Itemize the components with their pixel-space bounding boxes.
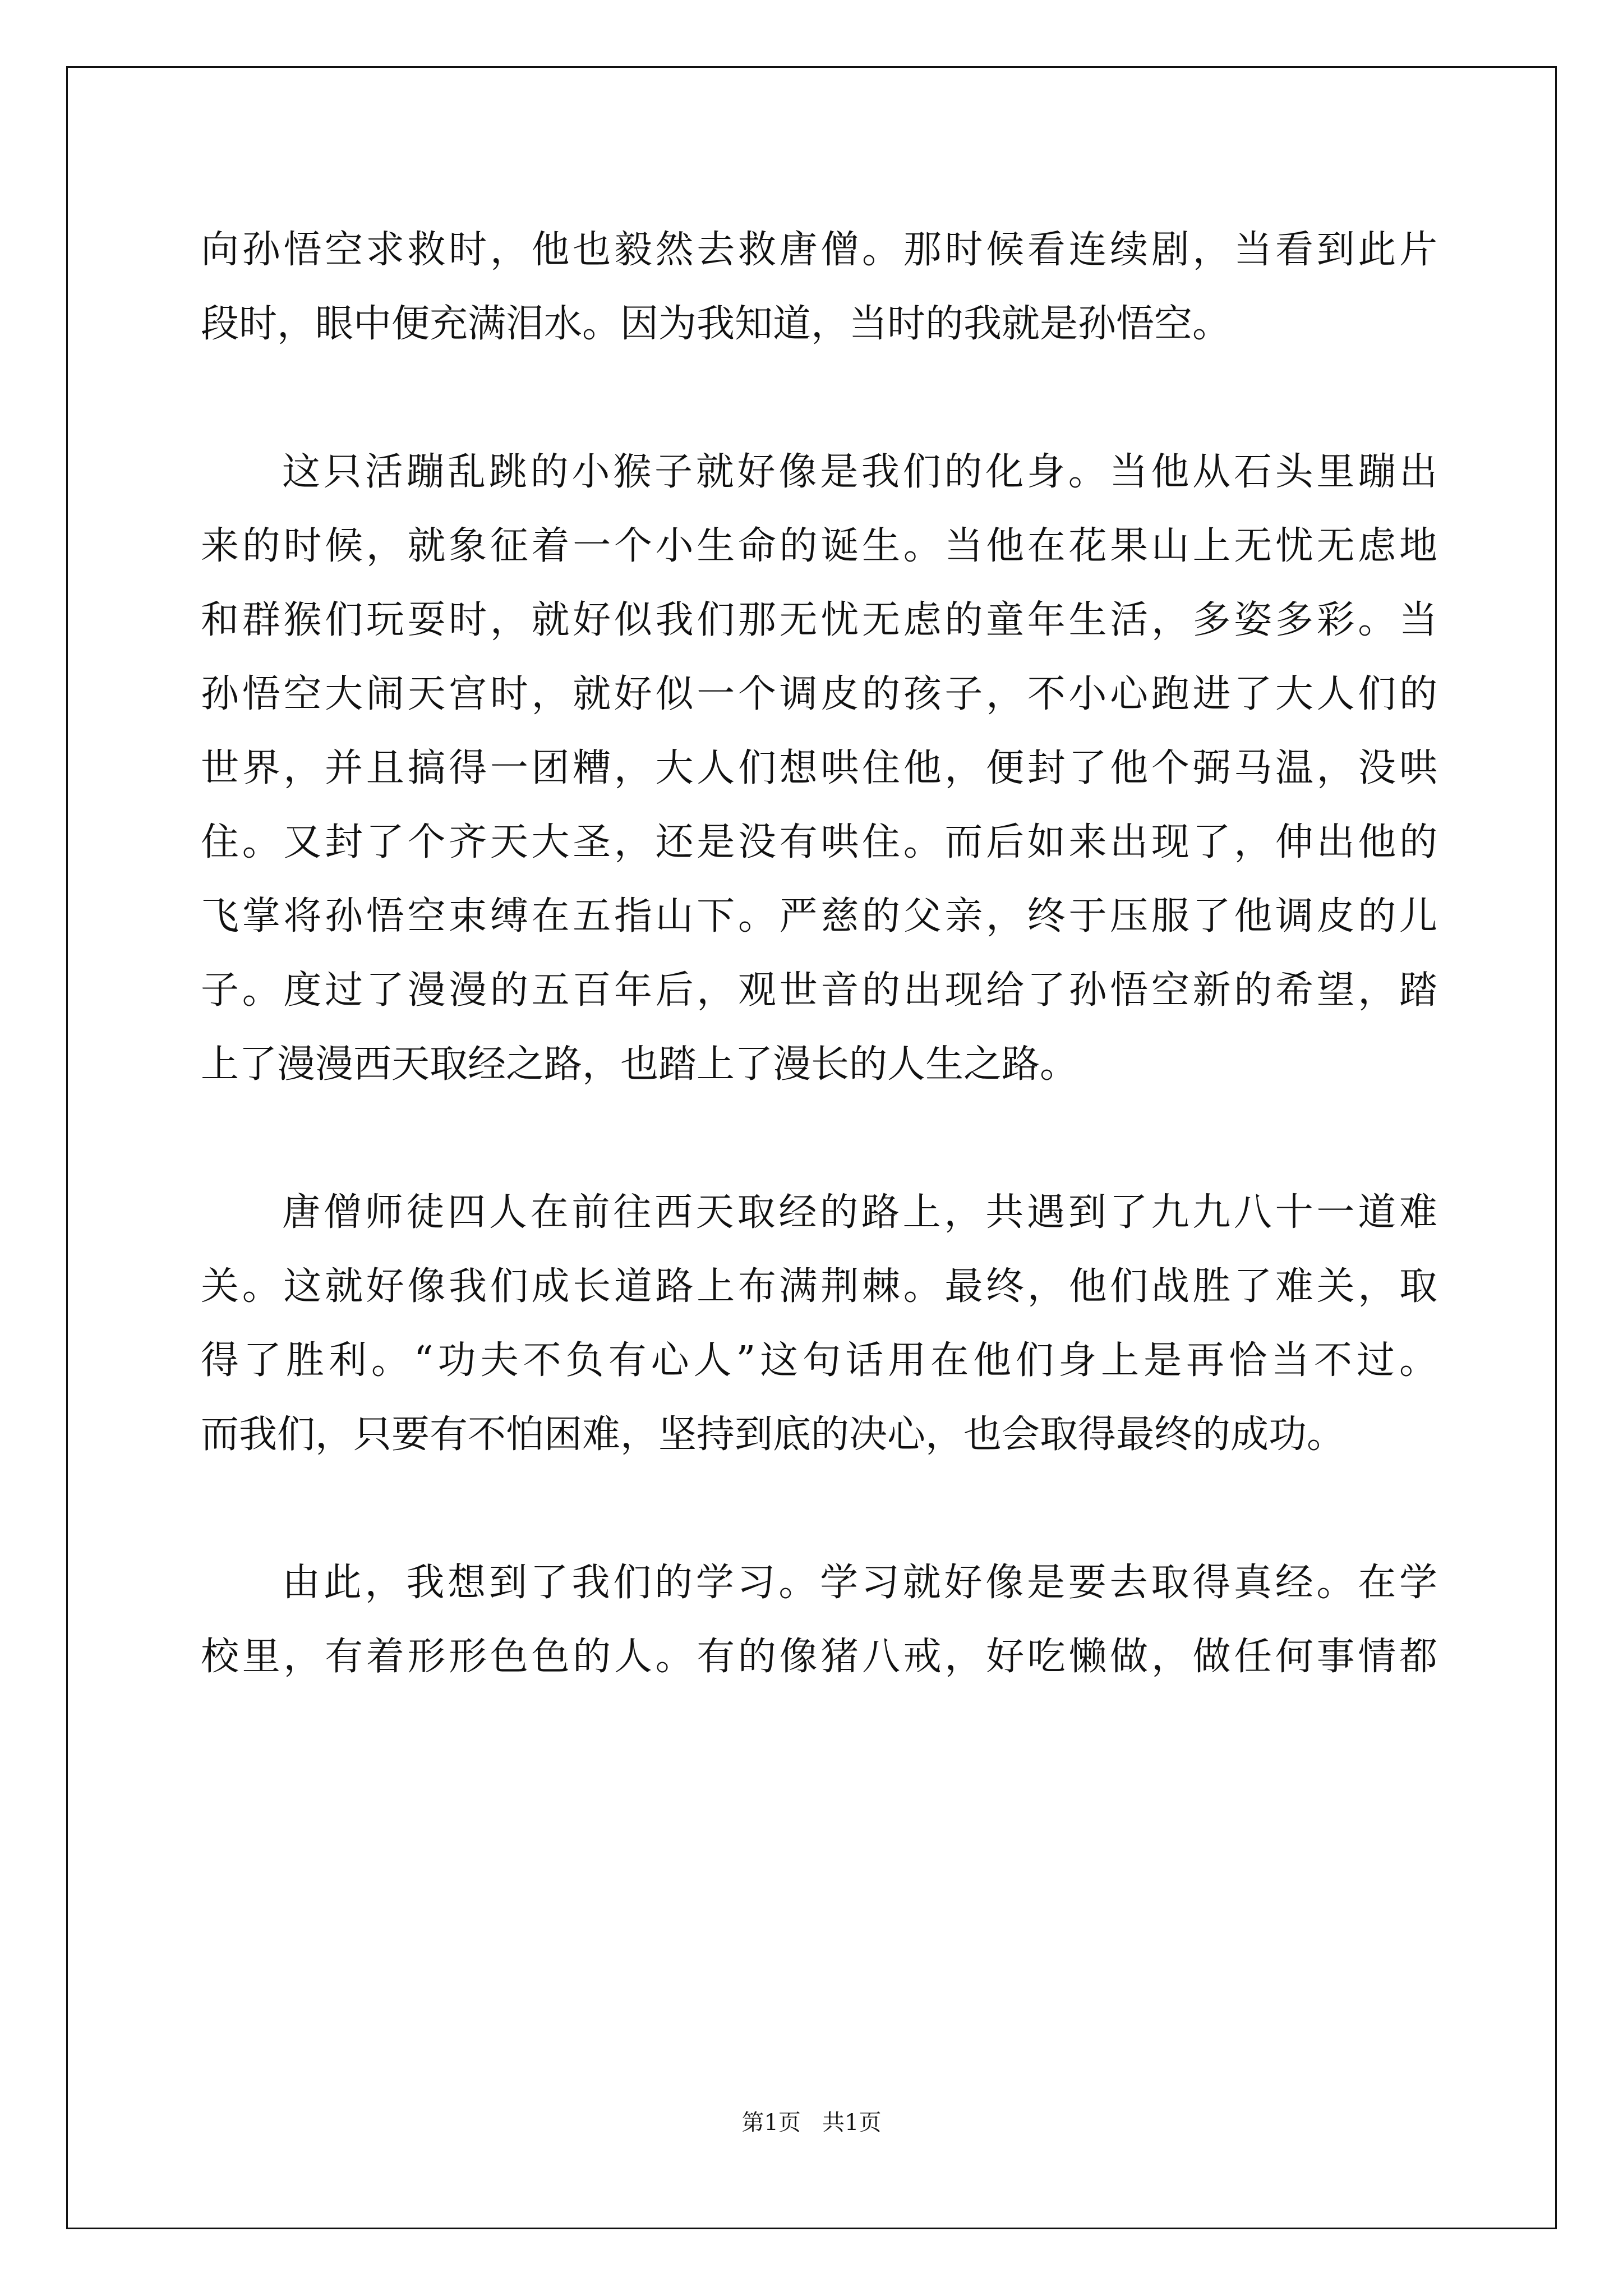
text-line: 孙悟空大闹天宫时，就好似一个调皮的孩子，不小心跑进了大人们的 bbox=[201, 672, 1437, 716]
text-line: 唐僧师徒四人在前往西天取经的路上，共遇到了九九八十一道难 bbox=[282, 1190, 1437, 1235]
paragraph-gap bbox=[201, 361, 1437, 435]
paragraph-gap bbox=[201, 1472, 1437, 1546]
text-line: 而我们，只要有不怕困难，坚持到底的决心，也会取得最终的成功。 bbox=[201, 1412, 1345, 1457]
text-line: 段时，眼中便充满泪水。因为我知道，当时的我就是孙悟空。 bbox=[201, 302, 1231, 346]
text-line: 飞掌将孙悟空束缚在五指山下。严慈的父亲，终于压服了他调皮的儿 bbox=[201, 894, 1437, 938]
page-footer: 第1页 共1页 bbox=[741, 2110, 882, 2136]
text-line: 关。这就好像我们成长道路上布满荆棘。最终，他们战胜了难关，取 bbox=[201, 1264, 1437, 1309]
text-line: 校里，有着形形色色的人。有的像猪八戒，好吃懒做，做任何事情都 bbox=[201, 1635, 1437, 1679]
text-line: 这只活蹦乱跳的小猴子就好像是我们的化身。当他从石头里蹦出 bbox=[282, 450, 1437, 494]
text-line: 来的时候，就象征着一个小生命的诞生。当他在花果山上无忧无虑地 bbox=[201, 524, 1437, 568]
text-line: 上了漫漫西天取经之路，也踏上了漫长的人生之路。 bbox=[201, 1042, 1078, 1087]
text-line: 世界，并且搞得一团糟，大人们想哄住他，便封了他个弼马温，没哄 bbox=[201, 746, 1437, 790]
text-line: 向孙悟空求救时，他也毅然去救唐僧。那时候看连续剧，当看到此片 bbox=[201, 228, 1437, 272]
text-line: 由此，我想到了我们的学习。学习就好像是要去取得真经。在学 bbox=[282, 1561, 1437, 1605]
text-line: 住。又封了个齐天大圣，还是没有哄住。而后如来出现了，伸出他的 bbox=[201, 820, 1437, 864]
document-body bbox=[201, 213, 1437, 1694]
text-line: 子。度过了漫漫的五百年后，观世音的出现给了孙悟空新的希望，踏 bbox=[201, 968, 1437, 1013]
text-line: 和群猴们玩耍时，就好似我们那无忧无虑的童年生活，多姿多彩。当 bbox=[201, 598, 1437, 642]
text-line: 得了胜利。“功夫不负有心人”这句话用在他们身上是再恰当不过。 bbox=[201, 1338, 1437, 1383]
paragraph-gap bbox=[201, 1102, 1437, 1176]
